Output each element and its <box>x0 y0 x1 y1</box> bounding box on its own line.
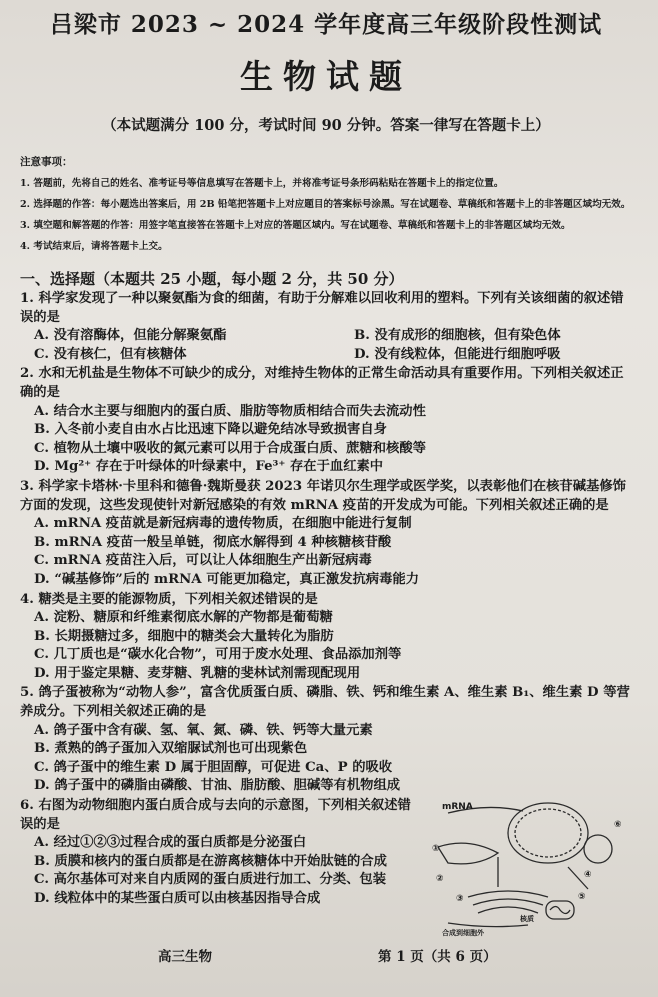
ribosome-region <box>438 843 498 864</box>
option-b: B. 没有成形的细胞核，但有染色体 <box>354 328 561 344</box>
note-item: 3. 填空题和解答题的作答：用签字笔直接答在答题卡上对应的答题区域内。写在试题卷、草稿纸和答题卡上的非答题区域均无效。 <box>20 220 571 231</box>
footer-subject: 高三生物 <box>158 949 212 965</box>
option-d: D. 线粒体中的某些蛋白质可以由核基因指导合成 <box>34 891 321 906</box>
question-5 <box>20 684 632 796</box>
nucleus-shape <box>508 803 588 863</box>
figure-label: mRNA <box>442 802 473 813</box>
question-6-text <box>20 797 420 909</box>
question-3 <box>20 478 632 590</box>
notes <box>20 155 632 254</box>
subject-title: 生物试题 <box>240 57 412 96</box>
question-1 <box>20 290 632 364</box>
question-2 <box>20 365 632 477</box>
cell-diagram <box>428 797 628 937</box>
option-b: B. mRNA 疫苗一般呈单链，彻底水解得到 4 种核糖核苷酸 <box>34 534 392 550</box>
option-c: C. 高尔基体可对来自内质网的蛋白质进行加工、分类、包装 <box>34 872 387 888</box>
note-item: 2. 选择题的作答：每小题选出答案后，用 2B 铅笔把答题卡上对应题目的答案标号涂黑。写在试题卷、草稿纸和答题卡上的非答题区域均无效。 <box>20 199 631 210</box>
golgi-apparatus <box>468 891 548 913</box>
figure-label: ⑥ <box>614 820 622 831</box>
notes-heading: 注意事项： <box>20 156 73 168</box>
option-d: D. 没有线粒体，但能进行细胞呼吸 <box>354 346 561 362</box>
option-c: C. 植物从土壤中吸收的氮元素可以用于合成蛋白质、蔗糖和核酸等 <box>34 440 426 456</box>
exam-title: 吕梁市 2023 ~ 2024 学年度高三年级阶段性测试 <box>49 11 603 38</box>
option-d: D. 鸽子蛋中的磷脂由磷酸、甘油、脂肪酸、胆碱等有机物组成 <box>34 778 401 794</box>
note-item: 4. 考试结束后，请将答题卡上交。 <box>20 241 168 252</box>
nuclear-envelope <box>515 809 581 857</box>
option-c: C. mRNA 疫苗注入后，可以让人体细胞生产出新冠病毒 <box>34 553 372 569</box>
question-6 <box>20 797 632 938</box>
note-item: 1. 答题前，先将自己的姓名、准考证号等信息填写在答题卡上，并将准考证号条形码粘贴在答题卡上的指定位置。 <box>20 178 504 189</box>
figure-label: ⑤ <box>578 892 586 903</box>
question-4 <box>20 591 632 684</box>
option-d: D. “碱基修饰”后的 mRNA 可能更加稳定，真正激发抗病毒能力 <box>34 571 419 587</box>
mitochondrion-cristae <box>550 907 570 914</box>
option-a: A. mRNA 疫苗就是新冠病毒的遗传物质，在细胞中能进行复制 <box>34 516 412 532</box>
figure-label: ② <box>436 874 444 885</box>
option-d: D. 用于鉴定果糖、麦芽糖、乳糖的斐林试剂需现配现用 <box>34 665 361 681</box>
membrane-line <box>448 923 528 927</box>
option-a: A. 鸽子蛋中含有碳、氢、氧、氮、磷、铁、钙等大量元素 <box>34 722 373 738</box>
figure-label: ① <box>432 844 440 855</box>
question-stem: 1. 科学家发现了一种以聚氨酯为食的细菌，有助于分解难以回收利用的塑料。下列有关该细菌的叙述错误的是 <box>20 291 624 325</box>
option-c: C. 没有核仁，但有核糖体 <box>34 346 187 362</box>
question-stem: 3. 科学家卡塔林·卡里科和德鲁·魏斯曼获 2023 年诺贝尔生理学或医学奖，以表彰他们在核苷碱基修饰方面的发现，这些发现使针对新冠感染的有效 mRNA 疫苗的开发成为可能。下列相关叙述正确的是 <box>20 478 626 513</box>
option-a: A. 没有溶酶体，但能分解聚氨酯 <box>34 328 227 344</box>
section-heading: 一、选择题（本题共 25 小题，每小题 2 分，共 50 分） <box>20 270 404 288</box>
option-c: C. 几丁质也是“碳水化合物”，可用于废水处理、食品添加剂等 <box>34 647 402 663</box>
question-stem: 6. 右图为动物细胞内蛋白质合成与去向的示意图，下列相关叙述错误的是 <box>20 798 411 832</box>
figure-label: 合成到细胞外 <box>442 929 484 938</box>
option-b: B. 煮熟的鸽子蛋加入双缩脲试剂也可出现紫色 <box>34 741 308 757</box>
figure-label: 核质 <box>520 915 534 924</box>
option-d: D. Mg²⁺ 存在于叶绿体的叶绿素中，Fe³⁺ 存在于血红素中 <box>34 459 384 475</box>
option-b: B. 长期摄糖过多，细胞中的糖类会大量转化为脂肪 <box>34 628 334 644</box>
footer-page-number: 第 1 页（共 6 页） <box>378 949 497 965</box>
option-a: A. 经过①②③过程合成的蛋白质都是分泌蛋白 <box>34 835 307 851</box>
questions <box>20 290 632 938</box>
option-a: A. 淀粉、糖原和纤维素彻底水解的产物都是葡萄糖 <box>34 610 333 626</box>
question-stem: 2. 水和无机盐是生物体不可缺少的成分，对维持生物体的正常生命活动具有重要作用。下列相关叙述正确的是 <box>20 366 624 400</box>
option-c: C. 鸽子蛋中的维生素 D 属于胆固醇，可促进 Ca、P 的吸收 <box>34 759 393 775</box>
option-a: A. 结合水主要与细胞内的蛋白质、脂肪等物质相结合而失去流动性 <box>34 403 426 419</box>
figure-label: ③ <box>456 894 464 905</box>
option-b: B. 入冬前小麦自由水占比迅速下降以避免结冰导致损害自身 <box>34 422 387 438</box>
question-stem: 5. 鸽子蛋被称为“动物人参”，富含优质蛋白质、磷脂、铁、钙和维生素 A、维生素 B₁、维生素 D 等营养成分。下列相关叙述正确的是 <box>20 685 630 720</box>
vesicle-circle <box>584 835 612 863</box>
exam-info: （本试题满分 100 分，考试时间 90 分钟。答案一律写在答题卡上） <box>102 117 550 134</box>
option-grid <box>20 327 632 364</box>
option-b: B. 质膜和核内的蛋白质都是在游离核糖体中开始肽链的合成 <box>34 853 387 869</box>
question-stem: 4. 糖类是主要的能源物质，下列相关叙述错误的是 <box>20 591 318 607</box>
figure-label: ④ <box>584 870 592 881</box>
